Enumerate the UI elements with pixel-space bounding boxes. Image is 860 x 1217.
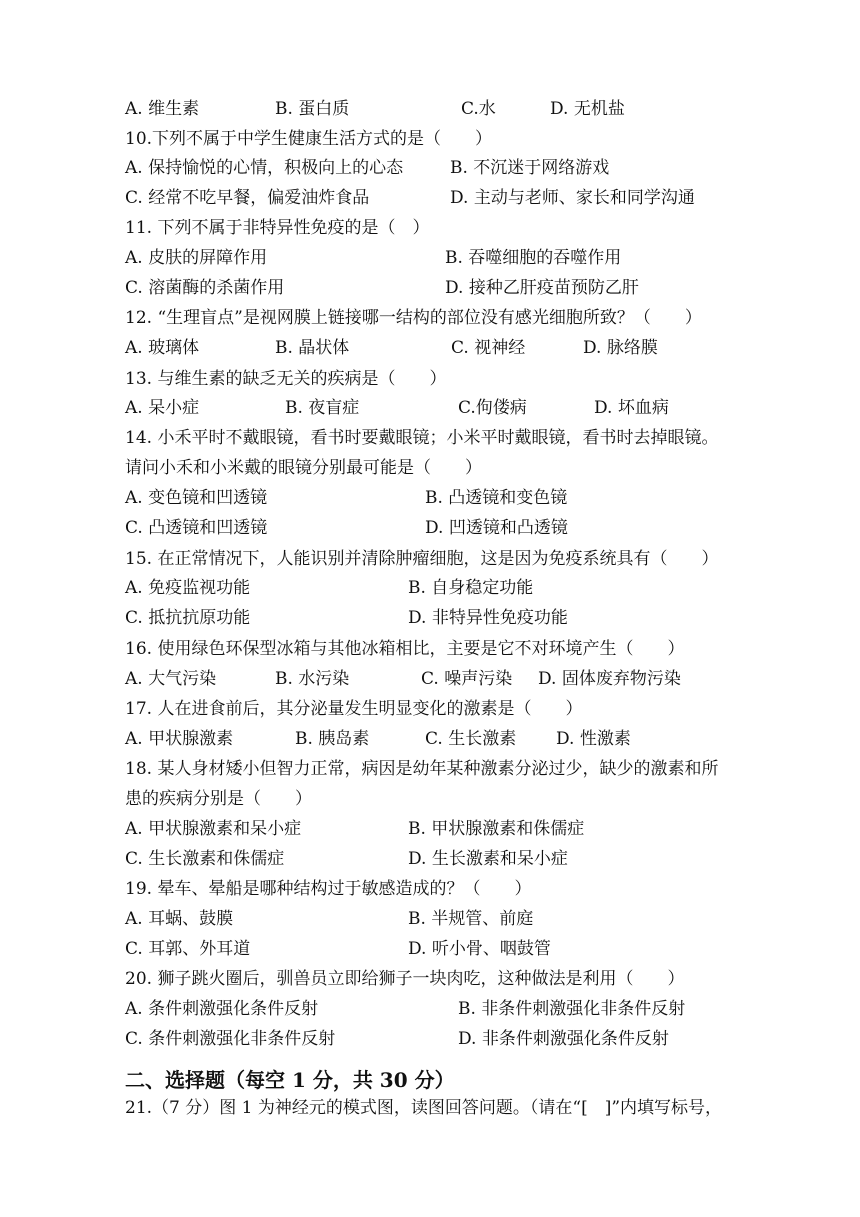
answer-option: D. 非条件刺激强化条件反射 (458, 1029, 669, 1049)
answer-option: B. 凸透镜和变色镜 (425, 488, 568, 508)
answer-option: C. 溶菌酶的杀菌作用 (125, 278, 285, 298)
question-stem: 11. 下列不属于非特异性免疫的是（ ） (125, 218, 430, 238)
option-row (125, 998, 745, 1020)
answer-option: A. 耳蜗、鼓膜 (125, 909, 234, 929)
option-row (125, 908, 745, 930)
answer-option: C. 噪声污染 (421, 669, 513, 689)
answer-option: B. 水污染 (275, 669, 350, 689)
option-row (125, 98, 745, 120)
question-stem: 14. 小禾平时不戴眼镜，看书时要戴眼镜；小米平时戴眼镜，看书时去掉眼镜。 (125, 428, 719, 448)
option-row (125, 157, 745, 179)
option-row (125, 848, 745, 870)
question-stem: 18. 某人身材矮小但智力正常，病因是幼年某种激素分泌过少，缺少的激素和所 (125, 759, 719, 779)
option-row (125, 577, 745, 599)
question-stem: 12. “生理盲点”是视网膜上链接哪一结构的部位没有感光细胞所致？（ ） (125, 308, 702, 328)
question-stem: 19. 晕车、晕船是哪种结构过于敏感造成的？（ ） (125, 879, 532, 899)
option-row (125, 187, 745, 209)
answer-option: C. 经常不吃早餐，偏爱油炸食品 (125, 188, 370, 208)
answer-option: A. 玻璃体 (125, 338, 200, 358)
answer-option: C. 凸透镜和凹透镜 (125, 518, 268, 538)
answer-option: D. 坏血病 (594, 398, 669, 418)
answer-option: C.水 (461, 99, 496, 119)
answer-option: B. 非条件刺激强化非条件反射 (458, 999, 686, 1019)
answer-option: D. 听小骨、咽鼓管 (408, 939, 551, 959)
answer-option: D. 接种乙肝疫苗预防乙肝 (445, 278, 639, 298)
answer-option: A. 免疫监视功能 (125, 578, 251, 598)
answer-option: D. 凹透镜和凸透镜 (425, 518, 568, 538)
answer-option: A. 条件刺激强化条件反射 (125, 999, 319, 1019)
option-row (125, 517, 745, 539)
answer-option: B. 自身稳定功能 (408, 578, 534, 598)
question-stem: 13. 与维生素的缺乏无关的疾病是（ ） (125, 369, 447, 389)
answer-option: B. 甲状腺激素和侏儒症 (408, 819, 585, 839)
option-row (125, 668, 745, 690)
option-row (125, 247, 745, 269)
option-row (125, 818, 745, 840)
option-row (125, 397, 745, 419)
answer-option: D. 脉络膜 (583, 338, 658, 358)
answer-option: C. 视神经 (451, 338, 526, 358)
answer-option: C. 抵抗抗原功能 (125, 608, 251, 628)
section-title: 二、选择题（每空 1 分，共 30 分） (125, 1068, 455, 1092)
answer-option: C.佝偻病 (458, 398, 527, 418)
answer-option: D. 主动与老师、家长和同学沟通 (450, 188, 695, 208)
answer-option: A. 皮肤的屏障作用 (125, 248, 268, 268)
answer-option: A. 变色镜和凹透镜 (125, 488, 268, 508)
option-row (125, 337, 745, 359)
question-stem: 20. 狮子跳火圈后，驯兽员立即给狮子一块肉吃，这种做法是利用（ ） (125, 969, 685, 989)
answer-option: A. 甲状腺激素和呆小症 (125, 819, 302, 839)
answer-option: D. 性激素 (556, 729, 631, 749)
option-row (125, 607, 745, 629)
answer-option: B. 蛋白质 (275, 99, 350, 119)
answer-option: D. 固体废弃物污染 (538, 669, 681, 689)
answer-option: C. 生长激素 (425, 729, 517, 749)
question-stem: 17. 人在进食前后，其分泌量发生明显变化的激素是（ ） (125, 699, 583, 719)
answer-option: B. 夜盲症 (285, 398, 360, 418)
answer-option: D. 非特异性免疫功能 (408, 608, 568, 628)
answer-option: B. 不沉迷于网络游戏 (450, 158, 610, 178)
option-row (125, 277, 745, 299)
answer-option: C. 条件刺激强化非条件反射 (125, 1029, 336, 1049)
answer-option: B. 晶状体 (275, 338, 350, 358)
answer-option: D. 无机盐 (550, 99, 625, 119)
answer-option: A. 呆小症 (125, 398, 200, 418)
question-stem: 请问小禾和小米戴的眼镜分别最可能是（ ） (125, 458, 482, 478)
question-stem: 16. 使用绿色环保型冰箱与其他冰箱相比，主要是它不对环境产生（ ） (125, 639, 685, 659)
answer-option: A. 保持愉悦的心情，积极向上的心态 (125, 158, 404, 178)
question-stem: 患的疾病分别是（ ） (125, 789, 312, 809)
answer-option: C. 耳郭、外耳道 (125, 939, 251, 959)
answer-option: D. 生长激素和呆小症 (408, 849, 568, 869)
option-row (125, 1028, 745, 1050)
option-row (125, 728, 745, 750)
answer-option: B. 胰岛素 (295, 729, 370, 749)
answer-option: A. 维生素 (125, 99, 200, 119)
answer-option: A. 甲状腺激素 (125, 729, 234, 749)
option-row (125, 938, 745, 960)
answer-option: C. 生长激素和侏儒症 (125, 849, 285, 869)
question-21-stem: 21.（7 分）图 1 为神经元的模式图，读图回答问题。（请在“[ ]”内填写标号， (125, 1098, 723, 1118)
question-stem: 10.下列不属于中学生健康生活方式的是（ ） (125, 129, 493, 149)
answer-option: B. 半规管、前庭 (408, 909, 534, 929)
question-stem: 15. 在正常情况下，人能识别并清除肿瘤细胞，这是因为免疫系统具有（ ） (125, 549, 719, 569)
option-row (125, 487, 745, 509)
answer-option: A. 大气污染 (125, 669, 217, 689)
answer-option: B. 吞噬细胞的吞噬作用 (445, 248, 622, 268)
